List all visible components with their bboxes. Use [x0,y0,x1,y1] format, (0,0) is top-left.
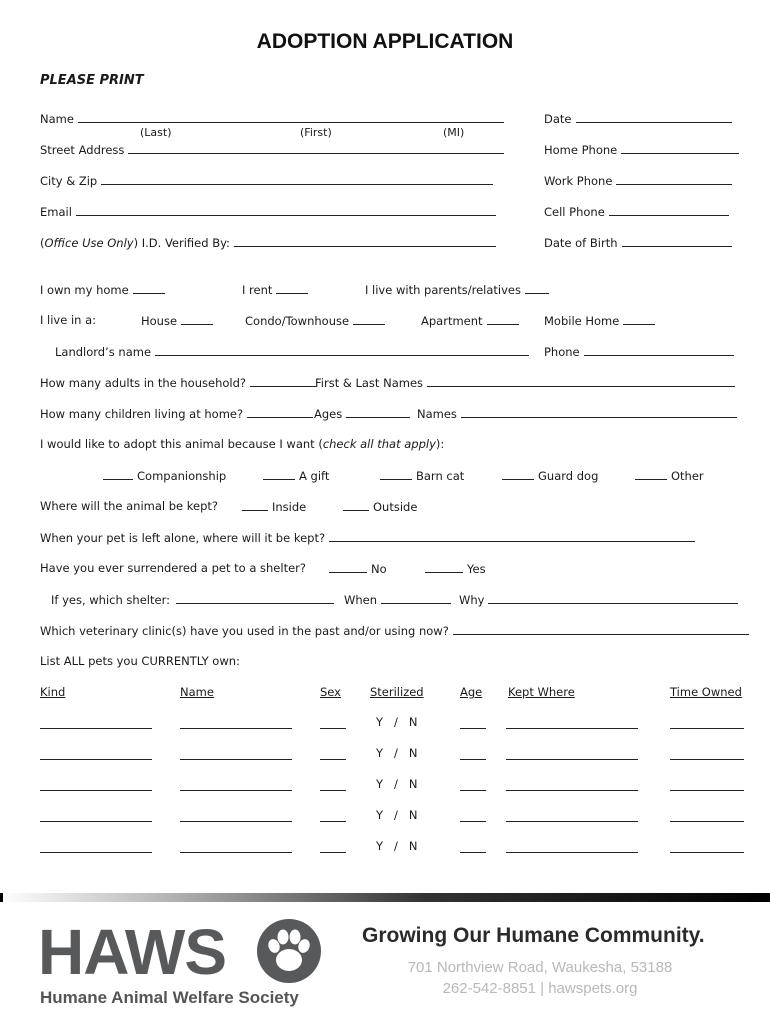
header-kind: Kind [40,685,66,699]
header-name: Name [180,685,214,699]
own-home-label: I own my home [40,283,129,297]
footer-divider [0,893,770,902]
children-names-label: Names [417,407,457,421]
parents-line[interactable] [525,282,549,294]
other-option[interactable] [635,468,704,483]
name-field[interactable] [40,111,504,126]
street-field[interactable] [40,142,504,157]
time-owned-line[interactable] [670,852,744,853]
header-kept-where: Kept Where [508,685,575,699]
barn-cat-label: Barn cat [416,469,465,483]
work-phone-line[interactable] [616,173,732,185]
age-line[interactable] [460,852,486,853]
children-line[interactable] [247,406,313,418]
sex-line[interactable] [320,821,346,822]
own-home-line[interactable] [133,282,165,294]
work-phone-field[interactable] [544,173,732,188]
adult-names-field[interactable] [315,375,735,390]
cell-phone-line[interactable] [609,204,729,216]
landlord-label: Landlord’s name [55,345,152,359]
mobile-home-line[interactable] [623,313,655,325]
gift-label: A gift [299,469,330,483]
surrendered-question: Have you ever surrendered a pet to a shelter? [40,561,306,575]
footer-divider-edge [0,893,3,902]
tagline: Growing Our Humane Community. [362,924,705,947]
landlord-field[interactable] [55,344,529,359]
children-names-field[interactable] [417,406,737,421]
yes-label: Yes [467,562,486,576]
haws-logo: HAWS [38,916,226,988]
name-line[interactable] [180,759,292,760]
kept-where-line[interactable] [506,852,638,853]
barn-cat-line[interactable] [380,468,412,480]
kept-where-question: Where will the animal be kept? [40,499,219,513]
header-age: Age [460,685,483,699]
city-zip-line[interactable] [101,173,493,185]
date-field[interactable] [544,111,732,126]
companionship-line[interactable] [103,468,133,480]
apartment-line[interactable] [487,313,519,325]
date-label: Date [544,112,572,126]
inside-label: Inside [272,500,307,514]
no-line[interactable] [329,561,367,573]
street-line[interactable] [128,142,504,154]
name-line[interactable] [180,728,292,729]
kept-where-line[interactable] [506,759,638,760]
ages-field[interactable] [314,406,410,421]
other-label: Other [671,469,704,483]
inside-option[interactable] [242,499,306,514]
kept-where-line[interactable] [506,790,638,791]
work-phone-label: Work Phone [544,174,613,188]
apartment-label: Apartment [421,314,483,328]
gift-line[interactable] [263,468,295,480]
street-label: Street Address [40,143,125,157]
office-open: ( [40,236,45,250]
mobile-home-field[interactable] [544,313,655,328]
haws-full-name: Humane Animal Welfare Society [40,988,299,1007]
kept-where-line[interactable] [506,821,638,822]
adopt-reason-end: ): [435,437,445,451]
landlord-phone-field[interactable] [544,344,734,359]
header-time-owned: Time Owned [670,685,742,699]
no-label: No [371,562,387,576]
age-line[interactable] [460,759,486,760]
dob-label: Date of Birth [544,236,618,250]
adopt-reason-text: I would like to adopt this animal because I want ( [40,437,323,451]
dob-field[interactable] [544,235,732,250]
home-phone-line[interactable] [621,142,739,154]
yes-option[interactable] [425,561,486,576]
vet-line[interactable] [453,623,749,635]
kind-line[interactable] [40,759,152,760]
age-line[interactable] [460,728,486,729]
sterilized-cell[interactable]: Y / N [376,746,418,760]
children-label: How many children living at home? [40,407,244,421]
parents-field[interactable] [365,282,549,297]
rent-label: I rent [242,283,273,297]
office-use-field[interactable] [40,235,496,250]
header-sex: Sex [320,685,341,699]
last-sublabel: (Last) [140,126,172,139]
name-line[interactable] [180,852,292,853]
guard-dog-option[interactable] [502,468,598,483]
dob-line[interactable] [622,235,732,247]
email-field[interactable] [40,204,496,219]
city-zip-label: City & Zip [40,174,98,188]
guard-dog-label: Guard dog [538,469,599,483]
landlord-phone-line[interactable] [584,344,734,356]
cell-phone-field[interactable] [544,204,729,219]
ages-label: Ages [314,407,343,421]
paw-print-icon [256,918,322,984]
sex-line[interactable] [320,790,346,791]
sterilized-cell[interactable]: Y / N [376,808,418,822]
no-option[interactable] [329,561,387,576]
outside-label: Outside [373,500,418,514]
date-line[interactable] [576,111,732,123]
sex-line[interactable] [320,852,346,853]
kind-line[interactable] [40,852,152,853]
landlord-phone-label: Phone [544,345,580,359]
vet-field[interactable] [40,623,749,638]
condo-field[interactable] [245,313,385,328]
outside-line[interactable] [343,499,369,511]
adult-names-label: First & Last Names [315,376,424,390]
id-verified-line[interactable] [234,235,496,247]
time-owned-line[interactable] [670,790,744,791]
name-line[interactable] [180,821,292,822]
adults-field[interactable] [40,375,316,390]
other-line[interactable] [635,468,667,480]
mobile-home-label: Mobile Home [544,314,620,328]
age-line[interactable] [460,821,486,822]
city-zip-field[interactable] [40,173,493,188]
which-shelter-label: If yes, which shelter: [51,593,170,607]
house-field[interactable] [141,313,213,328]
home-phone-label: Home Phone [544,143,618,157]
cell-phone-label: Cell Phone [544,205,605,219]
rent-field[interactable] [242,282,308,297]
when-field[interactable] [344,592,451,607]
when-line[interactable] [381,592,451,604]
children-names-line[interactable] [461,406,737,418]
which-shelter-field[interactable] [51,592,334,607]
which-shelter-line[interactable] [176,592,334,604]
time-owned-line[interactable] [670,821,744,822]
yes-line[interactable] [425,561,463,573]
please-print-note: PLEASE PRINT [40,73,144,88]
why-line[interactable] [488,592,738,604]
age-line[interactable] [460,790,486,791]
kept-where-line[interactable] [506,728,638,729]
guard-dog-line[interactable] [502,468,534,480]
live-in-label: I live in a: [40,313,97,327]
condo-label: Condo/Townhouse [245,314,350,328]
name-line[interactable] [180,790,292,791]
id-verified-label: ) I.D. Verified By: [133,236,230,250]
companionship-option[interactable] [103,468,226,483]
rent-line[interactable] [276,282,308,294]
house-label: House [141,314,178,328]
left-alone-label: When your pet is left alone, where will it be kept? [40,531,326,545]
when-label: When [344,593,378,607]
adopt-reason-italic: check all that apply [322,437,436,451]
form-title: ADOPTION APPLICATION [256,30,514,53]
inside-line[interactable] [242,499,268,511]
sex-line[interactable] [320,759,346,760]
parents-label: I live with parents/relatives [365,283,521,297]
kind-line[interactable] [40,728,152,729]
mi-sublabel: (MI) [443,126,465,139]
outside-option[interactable] [343,499,417,514]
adults-label: How many adults in the household? [40,376,247,390]
list-pets-label: List ALL pets you CURRENTLY own: [40,654,240,668]
kind-line[interactable] [40,821,152,822]
condo-line[interactable] [353,313,385,325]
gift-option[interactable] [263,468,329,483]
adult-names-line[interactable] [427,375,735,387]
phone-web-line: 262-542-8851 | hawspets.org [442,980,638,997]
companionship-label: Companionship [137,469,227,483]
apartment-field[interactable] [421,313,519,328]
address-line: 701 Northview Road, Waukesha, 53188 [407,959,673,976]
home-phone-field[interactable] [544,142,739,157]
why-label: Why [459,593,485,607]
first-sublabel: (First) [300,126,332,139]
kind-line[interactable] [40,790,152,791]
house-line[interactable] [181,313,213,325]
adults-line[interactable] [250,375,316,387]
adopt-reason-question [40,437,444,451]
sterilized-cell[interactable]: Y / N [376,777,418,791]
name-line[interactable] [78,111,504,123]
vet-label: Which veterinary clinic(s) have you used in the past and/or using now? [40,624,449,638]
header-sterilized: Sterilized [370,685,424,699]
contact-block [330,957,750,999]
time-owned-line[interactable] [670,728,744,729]
name-label: Name [40,112,74,126]
left-alone-line[interactable] [329,530,695,542]
left-alone-field[interactable] [40,530,695,545]
own-home-field[interactable] [40,282,165,297]
email-line[interactable] [76,204,496,216]
why-field[interactable] [459,592,738,607]
office-use-label: Office Use Only [44,236,134,250]
email-label: Email [40,205,72,219]
landlord-line[interactable] [155,344,529,356]
sex-line[interactable] [320,728,346,729]
ages-line[interactable] [346,406,410,418]
sterilized-cell[interactable]: Y / N [376,839,418,853]
sterilized-cell[interactable]: Y / N [376,715,418,729]
time-owned-line[interactable] [670,759,744,760]
children-field[interactable] [40,406,313,421]
barn-cat-option[interactable] [380,468,464,483]
